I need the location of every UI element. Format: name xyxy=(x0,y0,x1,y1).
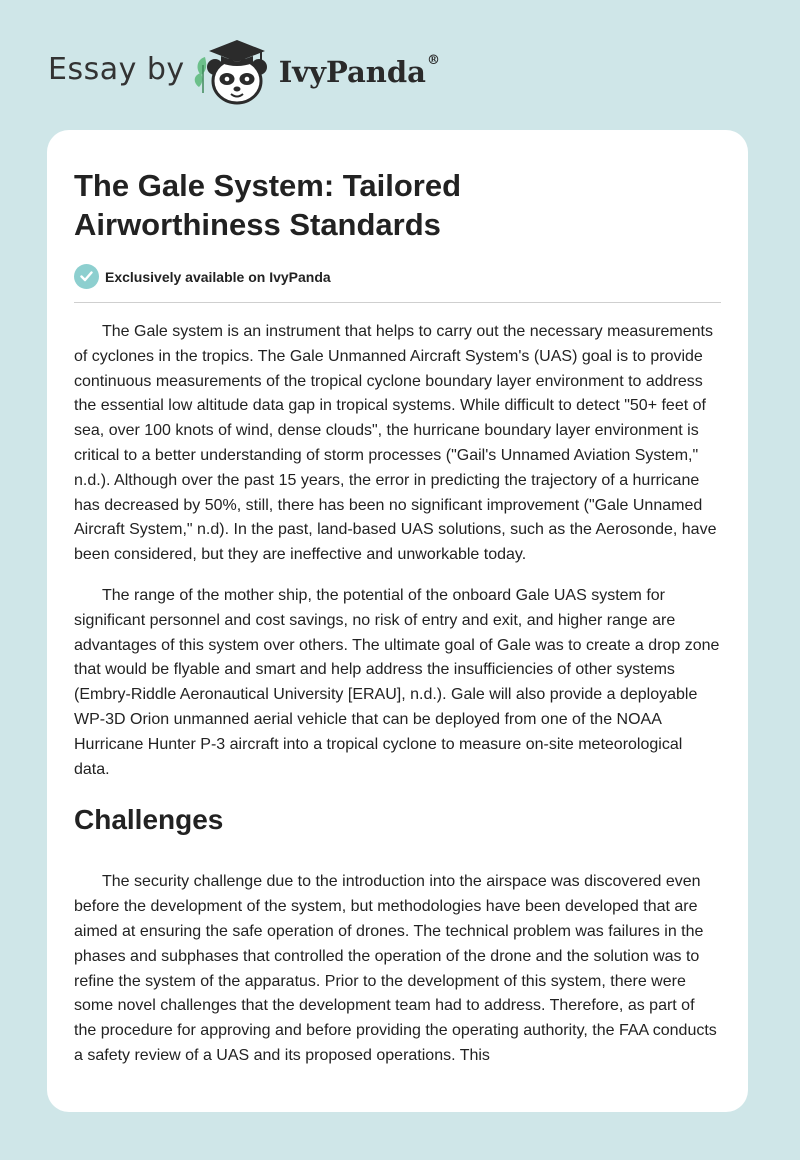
section-heading: Challenges xyxy=(74,804,224,836)
essay-title: The Gale System: Tailored Airworthiness Standards xyxy=(74,168,462,242)
exclusive-badge xyxy=(74,264,721,303)
paragraph: The range of the mother ship, the potential of the onboard Gale UAS system for significant personnel and cost savings, no risk of entry and exit, and higher range are advantages of this system over others. The ultimate goal of Gale was to create a drop zone that would be flyable and smart and help address the insufficiencies of other systems (Embry-Riddle Aeronautical University [ERAU], n.d.). Gale will also provide a deployable WP-3D Orion unmanned aerial vehicle that can be deployed from one of the NOAA Hurricane Hunter P-3 aircraft into a tropical cyclone to measure on-site meteorological data. xyxy=(74,586,720,778)
check-circle-icon xyxy=(74,264,99,289)
site-logo[interactable] xyxy=(48,36,440,106)
essay-body xyxy=(74,320,721,1069)
exclusive-badge-label: Exclusively available on IvyPanda xyxy=(105,268,331,285)
brand-prefix: Essay by xyxy=(48,51,185,87)
brand-name: IvyPanda® xyxy=(278,53,440,89)
panda-graduate-icon xyxy=(191,35,283,107)
paragraph: The security challenge due to the introduction into the airspace was discovered even before the development of the system, but methodologies have been developed that are aimed at ensuring the safe operation of drones. The technical problem was failures in the phases and subphases that controlled the operation of the drone and the solution was to refine the system of the apparatus. Prior to the development of this system, there were some novel challenges that the development team had to address. Therefore, as part of the procedure for approving and before providing the operating authority, the FAA conducts a safety review of a UAS and its proposed operations. This xyxy=(74,873,717,1064)
essay-card xyxy=(47,130,748,1112)
trademark-symbol: ® xyxy=(426,53,440,68)
paragraph: The Gale system is an instrument that helps to carry out the necessary measurements of cyclones in the tropics. The Gale Unmanned Aircraft System's (UAS) goal is to provide continuous measurements of the tropical cyclone boundary layer environment to address the essential low altitude data gap in tropical systems. While difficult to detect "50+ feet of sea, over 100 knots of wind, dense clouds", the hurricane boundary layer environment is critical to a better understanding of storm processes ("Gail's Unnamed Aviation System," n.d.). Although over the past 15 years, the error in predicting the trajectory of a hurricane has decreased by 50%, still, there has been no significant improvement ("Gale Unnamed Aircraft System," n.d). In the past, land-based UAS solutions, such as the Aerosonde, have been considered, but they are ineffective and unworkable today. xyxy=(74,323,717,564)
